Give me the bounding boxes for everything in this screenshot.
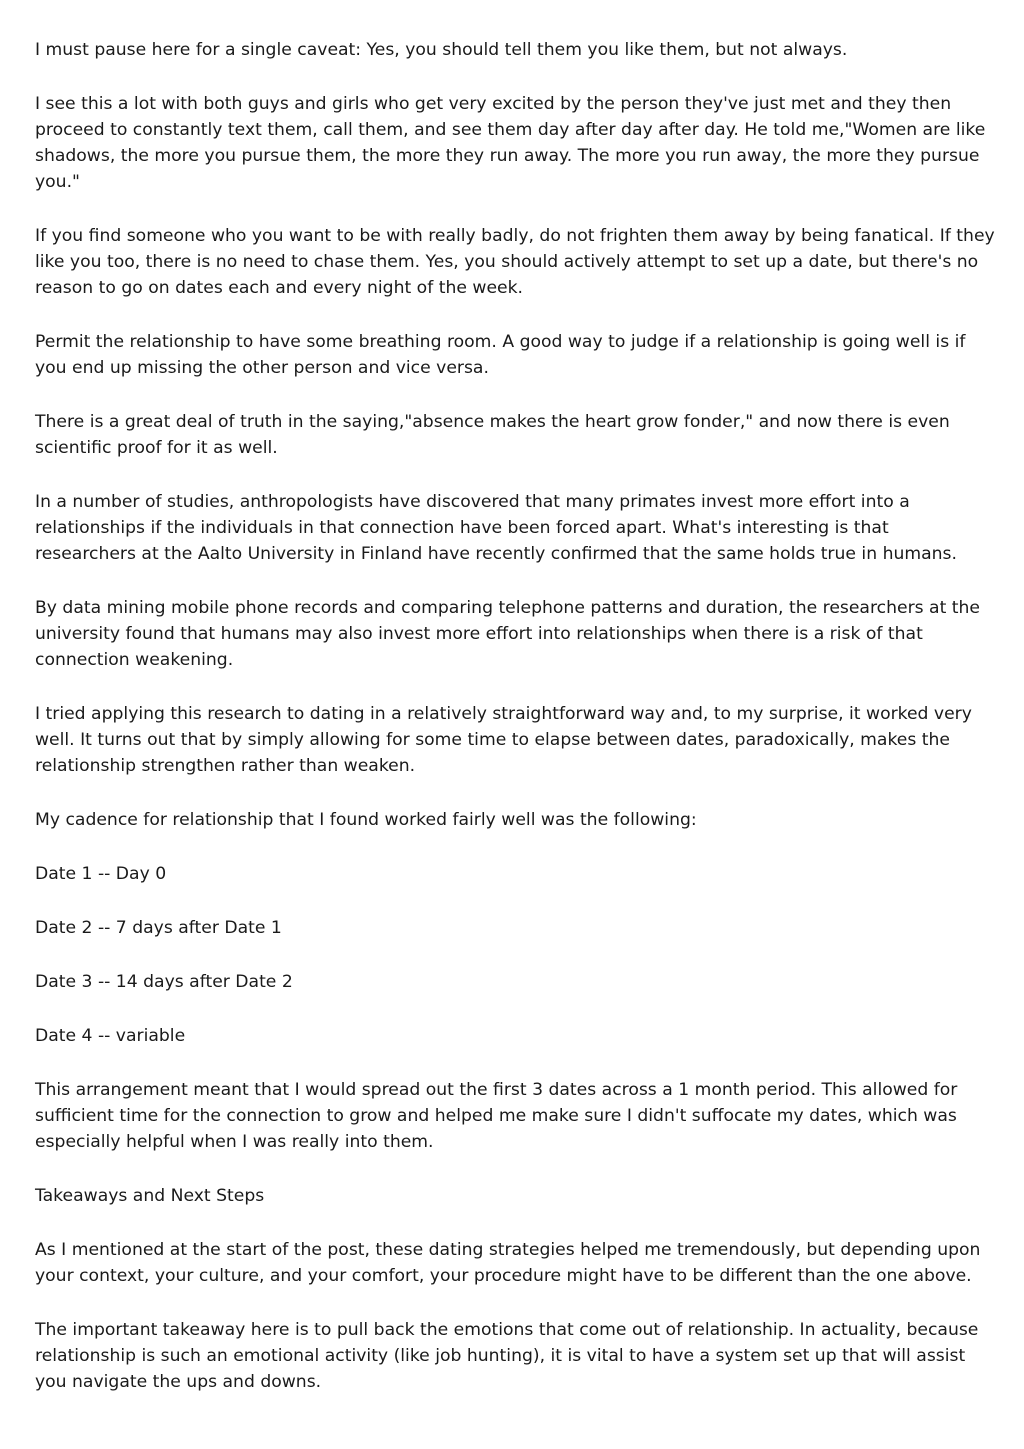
schedule-date-1: Date 1 -- Day 0 xyxy=(35,864,167,884)
paragraph-primate-studies: In a number of studies, anthropologists have discovered that many primates invest more effort into a relationships if the individuals in that connection have been forced apart. What's interesting is that researchers at the Aalto University in Finland have recently confirmed that the same holds true in humans. xyxy=(35,492,957,564)
paragraph-context: As I mentioned at the start of the post, these dating strategies helped me tremendously, but depending upon your context, your culture, and your comfort, your procedure might have to be different than the one above. xyxy=(35,1240,981,1286)
schedule-date-4: Date 4 -- variable xyxy=(35,1026,186,1046)
paragraph-shadows-quote: I see this a lot with both guys and girls who get very excited by the person they've just met and they then proceed to constantly text them, call them, and see them day after day after day. He told me,"Women are like shadows, the more you pursue them, the more they run away. The more you run away, the more they pursue you." xyxy=(35,94,986,192)
paragraph-dont-chase: If you find someone who you want to be with really badly, do not frighten them away by being fanatical. If they like you too, there is no need to chase them. Yes, you should actively attempt to set up a date, but there's no reason to go on dates each and every night of the week. xyxy=(35,226,995,298)
paragraph-data-mining: By data mining mobile phone records and comparing telephone patterns and duration, the researchers at the university found that humans may also invest more effort into relationships when there is a risk of that connection weakening. xyxy=(35,598,981,670)
paragraph-absence-saying: There is a great deal of truth in the saying,"absence makes the heart grow fonder," and now there is even scientific proof for it as well. xyxy=(35,412,950,458)
paragraph-arrangement: This arrangement meant that I would spread out the first 3 dates across a 1 month period. This allowed for sufficient time for the connection to grow and helped me make sure I didn't suffocate my dates, which was especially helpful when I was really into them. xyxy=(35,1080,958,1152)
section-heading-takeaways: Takeaways and Next Steps xyxy=(35,1186,265,1206)
schedule-date-3: Date 3 -- 14 days after Date 2 xyxy=(35,972,293,992)
article-body xyxy=(35,37,995,1423)
paragraph-caveat: I must pause here for a single caveat: Yes, you should tell them you like them, but not always. xyxy=(35,40,848,60)
paragraph-cadence-intro: My cadence for relationship that I found worked fairly well was the following: xyxy=(35,810,697,830)
schedule-date-2: Date 2 -- 7 days after Date 1 xyxy=(35,918,282,938)
paragraph-applying-research: I tried applying this research to dating in a relatively straightforward way and, to my surprise, it worked very well. It turns out that by simply allowing for some time to elapse between dates, paradoxically, makes the relationship strengthen rather than weaken. xyxy=(35,704,972,776)
paragraph-important-takeaway: The important takeaway here is to pull back the emotions that come out of relationship. In actuality, because relationship is such an emotional activity (like job hunting), it is vital to have a system set up that will assist you navigate the ups and downs. xyxy=(35,1320,979,1392)
paragraph-breathing-room: Permit the relationship to have some breathing room. A good way to judge if a relationship is going well is if you end up missing the other person and vice versa. xyxy=(35,332,966,378)
